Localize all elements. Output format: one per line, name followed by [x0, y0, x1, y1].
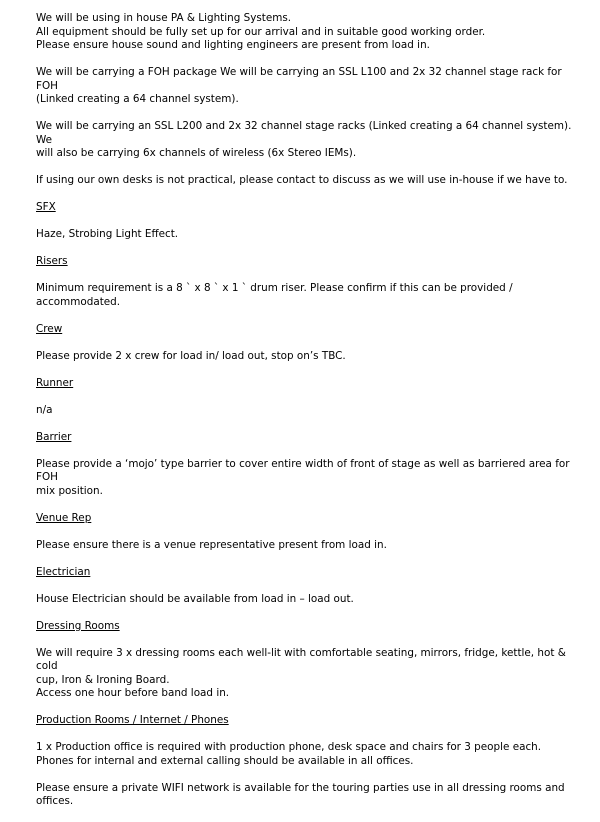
foh-line: (Linked creating a 64 channel system). [36, 93, 239, 105]
wifi-line: offices. [36, 795, 74, 807]
section-line: Haze, Strobing Light Effect. [36, 228, 179, 240]
section-body-runner [36, 404, 576, 418]
section-body-venue-rep [36, 539, 576, 553]
section-body-barrier [36, 458, 576, 499]
stage-paragraph [36, 120, 576, 161]
section-line: Minimum requirement is a 8 ` x 8 ` x 1 ` drum riser. Please confirm if this can be provided / accommodated. [36, 282, 513, 308]
section-line: Phones for internal and external calling should be available in all offices. [36, 754, 414, 767]
foh-paragraph [36, 66, 576, 107]
stage-line: will also be carrying 6x channels of wireless (6x Stereo IEMs). [36, 147, 357, 159]
section-heading-venue-rep: Venue Rep [36, 511, 92, 524]
wifi-paragraph [36, 782, 576, 809]
section-line: Access one hour before band load in. [36, 687, 230, 699]
section-heading-risers: Risers [36, 255, 68, 267]
intro-paragraph [36, 12, 576, 53]
section-line: We will require 3 x dressing rooms each well-lit with comfortable seating, mirrors, fridge, kettle, hot & cold [36, 646, 566, 672]
document-page [36, 12, 576, 822]
section-heading-sfx: SFX [36, 201, 56, 213]
desks-note-line: If using our own desks is not practical, please contact to discuss as we will use in-house if we have to. [36, 174, 568, 186]
section-line: cup, Iron & Ironing Board. [36, 673, 170, 686]
section-body-electrician [36, 593, 576, 607]
section-line: n/a [36, 403, 53, 416]
section-heading-dressing-rooms: Dressing Rooms [36, 619, 120, 632]
wifi-line: Please ensure a private WIFI network is available for the touring parties use in all dressing rooms and [36, 781, 565, 794]
section-line: mix position. [36, 484, 103, 497]
section-heading-production-rooms: Production Rooms / Internet / Phones [36, 714, 229, 726]
section-body-production-rooms [36, 741, 576, 768]
section-heading-crew: Crew [36, 322, 63, 335]
section-body-sfx [36, 228, 576, 242]
desks-note-paragraph [36, 174, 576, 188]
intro-line: All equipment should be fully set up for our arrival and in suitable good working order. [36, 25, 486, 38]
section-line: Please provide a ‘mojo’ type barrier to cover entire width of front of stage as well as barriered area for FOH [36, 457, 570, 483]
section-heading-runner: Runner [36, 376, 74, 389]
section-heading-electrician: Electrician [36, 565, 91, 578]
section-line: 1 x Production office is required with production phone, desk space and chairs for 3 people each. [36, 741, 542, 753]
section-line: Please ensure there is a venue representative present from load in. [36, 538, 387, 551]
section-line: Please provide 2 x crew for load in/ load out, stop on’s TBC. [36, 349, 346, 362]
section-heading-barrier: Barrier [36, 430, 72, 443]
intro-line: Please ensure house sound and lighting engineers are present from load in. [36, 39, 430, 51]
section-body-dressing-rooms [36, 647, 576, 701]
stage-line: We will be carrying an SSL L200 and 2x 32 channel stage racks (Linked creating a 64 channel system). We [36, 120, 572, 146]
section-body-crew [36, 350, 576, 364]
section-body-risers [36, 282, 576, 309]
foh-line: We will be carrying a FOH package We will be carrying an SSL L100 and 2x 32 channel stage rack for FOH [36, 66, 562, 92]
intro-line: We will be using in house PA & Lighting Systems. [36, 12, 292, 24]
section-line: House Electrician should be available from load in – load out. [36, 592, 354, 605]
